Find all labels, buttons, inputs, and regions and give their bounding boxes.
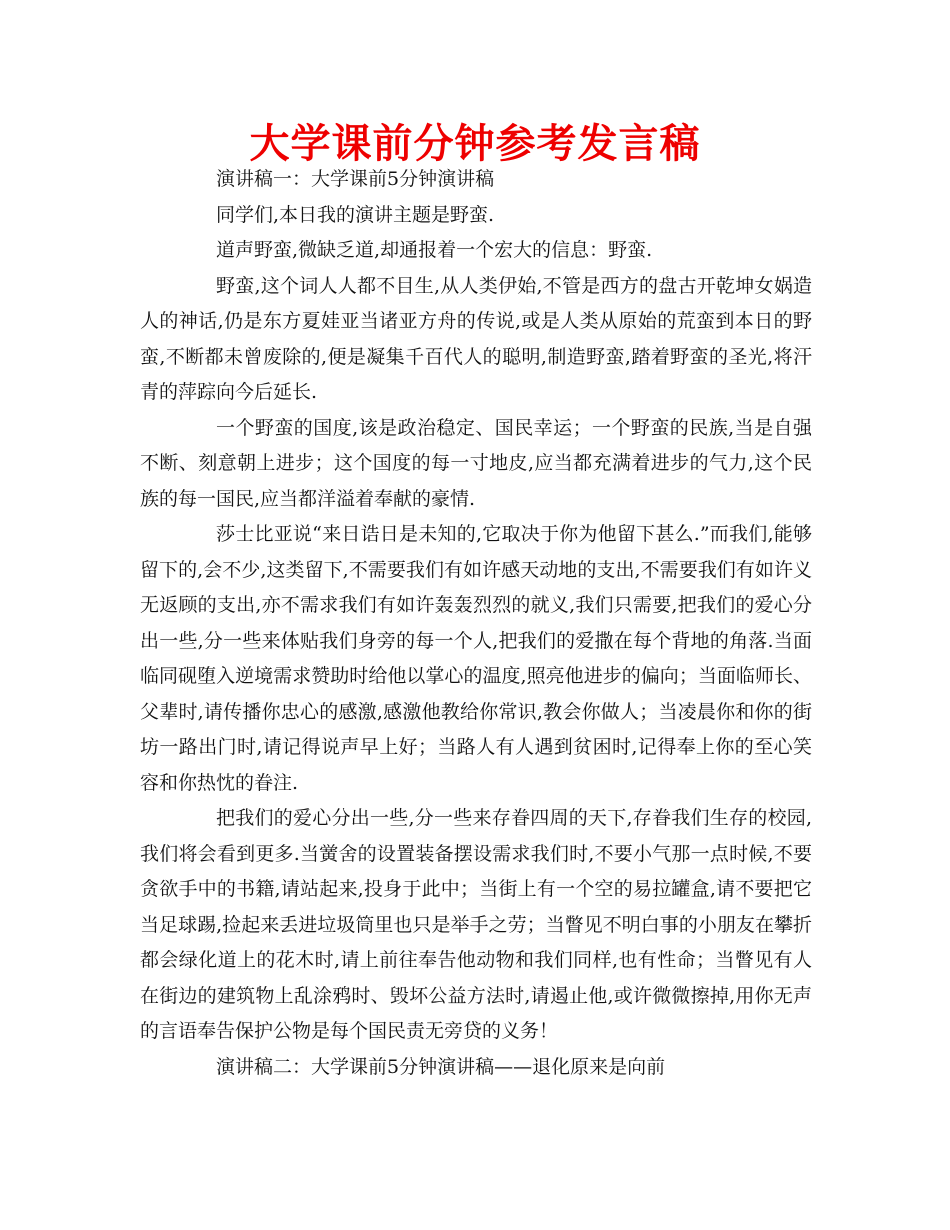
paragraph: 一个野蛮的国度,该是政治稳定、国民幸运；一个野蛮的民族,当是自强不断、刻意朝上进步；这个国度的每一寸地皮,应当都充满着进步的气力,这个民族的每一国民,应当都洋溢着奉献的豪情. — [140, 416, 812, 510]
paragraph: 野蛮,这个词人人都不目生,从人类伊始,不管是西方的盘古开乾坤女娲造人的神话,仍是东方夏娃亚当诸亚方舟的传说,或是人类从原始的荒蛮到本日的野蛮,不断都未曾废除的,便是凝集千百代人的聪明,制造野蛮,踏着野蛮的圣光,将汗青的萍踪向今后延长. — [140, 274, 812, 403]
paragraph: 演讲稿一：大学课前5分钟演讲稿 — [216, 168, 495, 190]
document-body — [140, 162, 812, 1085]
paragraph: 莎士比亚说“来日诰日是未知的,它取决于你为他留下甚么.”而我们,能够留下的,会不少,这类留下,不需要我们有如许感天动地的支出,不需要我们有如许义无返顾的支出,亦不需求我们有如许轰轰烈烈的就义,我们只需要,把我们的爱心分出一些,分一些来体贴我们身旁的每一个人,把我们的爱撒在每个背地的角落.当面临同砚堕入逆境需求赞助时给他以掌心的温度,照亮他进步的偏向；当面临师长、父辈时,请传播你忠心的感激,感激他教给你常识,教会你做人；当凌晨你和你的街坊一路出门时,请记得说声早上好；当路人有人遇到贫困时,记得奉上你的至心笑容和你热忱的眷注. — [140, 523, 812, 794]
paragraph: 道声野蛮,微缺乏道,却通报着一个宏大的信息：野蛮. — [216, 239, 653, 261]
paragraph: 演讲稿二：大学课前5分钟演讲稿——退化原来是向前 — [216, 1055, 666, 1078]
paragraph: 同学们,本日我的演讲主题是野蛮. — [216, 203, 495, 226]
document-title: 大学课前分钟参考发言稿 — [249, 121, 701, 167]
paragraph: 把我们的爱心分出一些,分一些来存眷四周的天下,存眷我们生存的校园,我们将会看到更多.当黉舍的设置装备摆设需求我们时,不要小气那一点时候,不要贪欲手中的书籍,请站起来,投身于此中；当街上有一个空的易拉罐盒,请不要把它当足球踢,捡起来丢进垃圾筒里也只是举手之劳；当瞥见不明白事的小朋友在攀折都会绿化道上的花木时,请上前往奉告他动物和我们同样,也有性命；当瞥见有人在街边的建筑物上乱涂鸦时、毁坏公益方法时,请遏止他,或许微微擦掉,用你无声的言语奉告保护公物是每个国民责无旁贷的义务！ — [140, 807, 812, 1042]
